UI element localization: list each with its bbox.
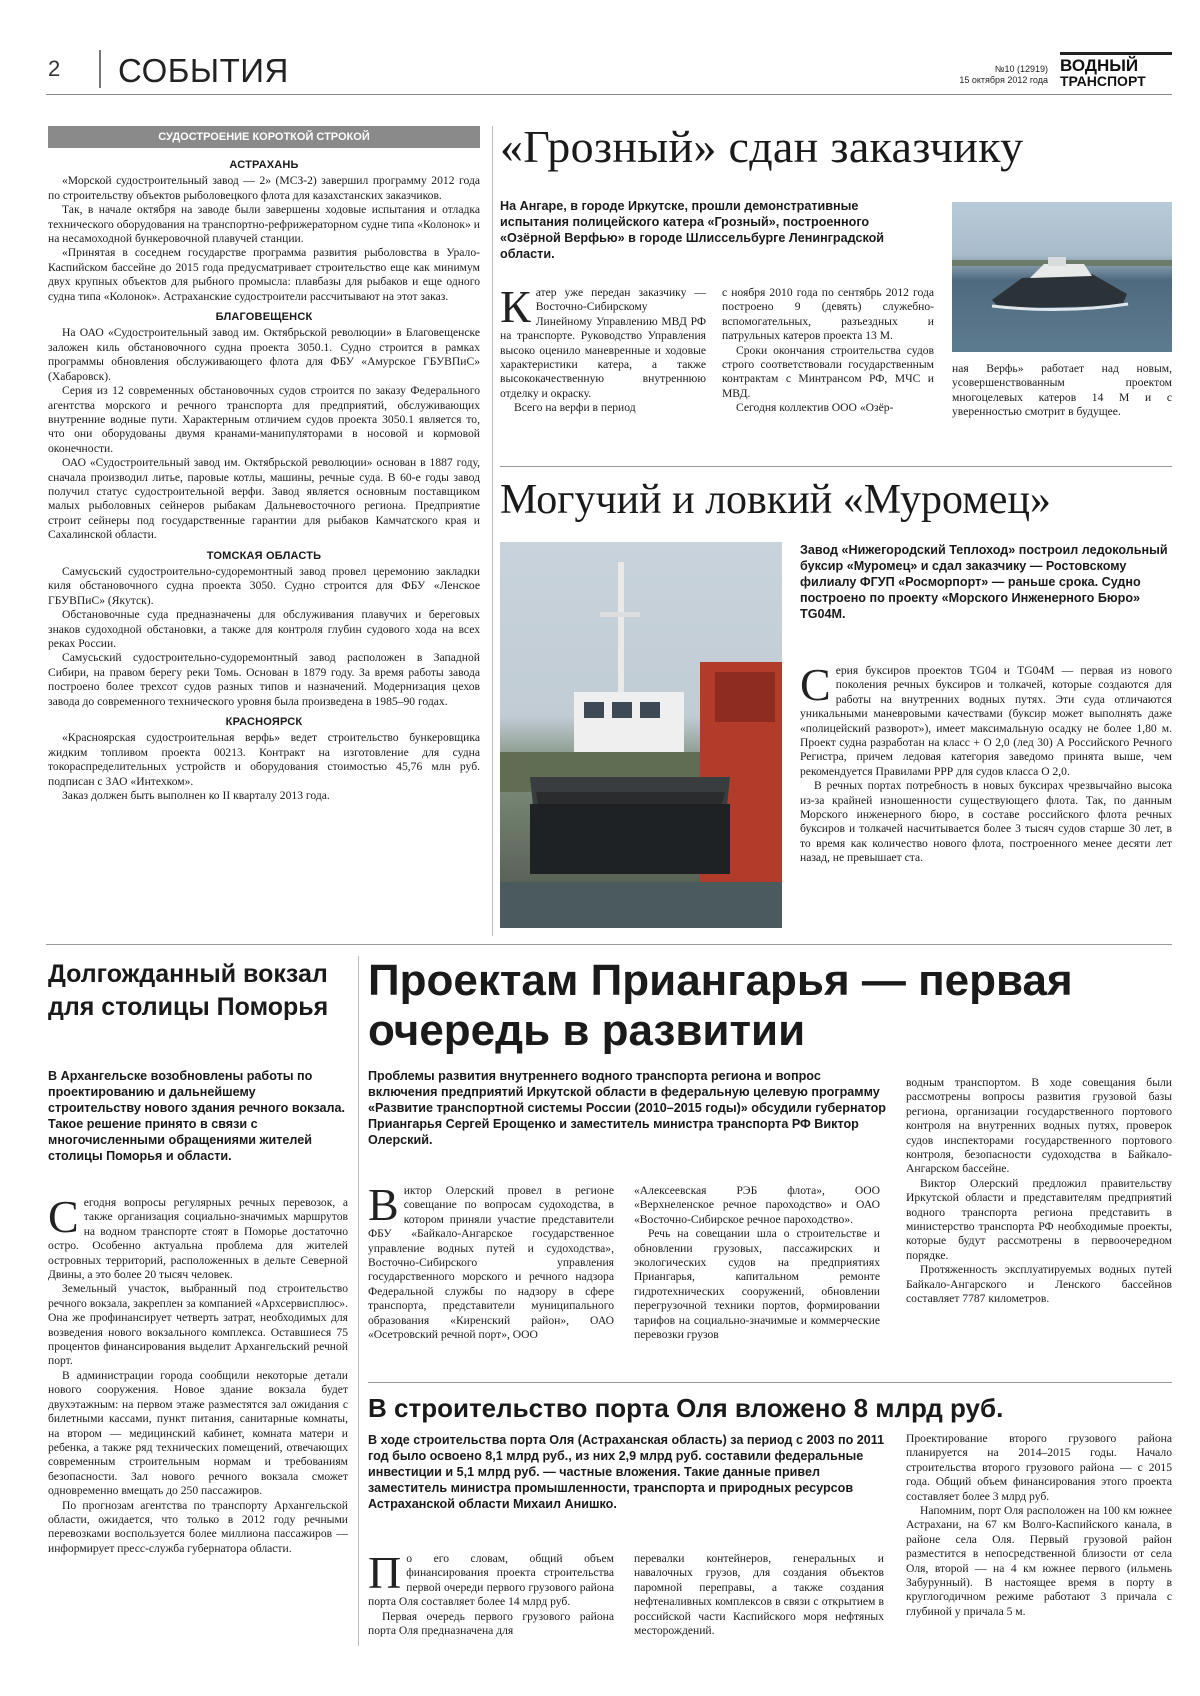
muromets-body xyxy=(800,659,1172,866)
column-divider xyxy=(358,956,359,1646)
article-paragraph: Всего на верфи в период xyxy=(514,401,636,415)
priangarye-title: Проектам Приангарья — первая очередь в развитии xyxy=(368,956,1073,1055)
article-paragraph: Сегодня коллектив ООО «Озёр- xyxy=(736,401,894,415)
news-paragraph: Обстановочные суда предназначены для обслуживания плавучих и береговых знаков судоходной обстановки, а также для контроля глубин судового хода на всех реках России. xyxy=(48,608,480,650)
news-paragraph: «Принятая в соседнем государстве программа развития рыболовства в Урало-Каспийском бассейне до 2015 года предусматривает строительство еще как минимум двух крупных объектов для рыбного промысла: плавбазы для рыбаков и еще одного судна типа «Колонок». Астраханские судостроители рассчитывают на этот заказ. xyxy=(48,246,480,303)
newspaper-logo xyxy=(1060,52,1172,88)
priangarye-lead: Проблемы развития внутреннего водного транспорта региона и вопрос включения предприятий Иркутской области в федеральную целевую программу «Развитие транспортной системы России (2010–2015 годы)» обсудили губернатор Приангарья Сергей Ерощенко и заместитель министра транспорта РФ Виктор Олерский. xyxy=(368,1069,886,1147)
article-paragraph: Напомним, порт Оля расположен на 100 км южнее Астрахани, на 67 км Волго-Каспийского канала, в районе села Оля. Первый грузовой район разместится в непосредственной близости от села Оля, второй — на 4 км южнее первого (ильмень Забурунный). В настоящее время в порту в круглогодичном режиме работают 3 причала с глубиной у причала 5 м. xyxy=(906,1504,1172,1618)
station-dropcap: С xyxy=(48,1191,79,1242)
grozny-title: «Грозный» сдан заказчику xyxy=(500,121,1024,172)
muromets-dropcap: С xyxy=(800,659,831,710)
olya-dropcap: П xyxy=(368,1547,402,1598)
article-paragraph: «Алексеевская РЭБ флота», ООО «Верхнеленское речное пароходство» и ОАО «Восточно-Сибирское речное пароходство». xyxy=(634,1184,880,1226)
olya-col3 xyxy=(906,1432,1172,1619)
priangarye-col1 xyxy=(368,1179,614,1342)
station-body xyxy=(48,1191,348,1556)
section-rule xyxy=(368,1382,1172,1383)
news-paragraph: ОАО «Судостроительный завод им. Октябрьской революции» основан в 1887 году, сначала производил литье, паровые котлы, машины, речные суда. В 60-е годы завод получил статус судостроительной верфи. Завод является основным поставщиком малых рыболовных сейнеров рыбакам Дальневосточного региона. Предприятие строит сейнеры под государственные гарантии для рыбаков Камчатского края и Сахалинской области. xyxy=(48,456,480,542)
shipbuilding-banner xyxy=(48,126,480,148)
olya-col2 xyxy=(634,1552,884,1638)
grozny-dropcap: К xyxy=(500,281,531,332)
news-paragraph: «Морской судостроительный завод — 2» (МСЗ-2) завершил программу 2012 года по строительству объектов рыболовецкого флота для казахстанских заказчиков. xyxy=(48,174,480,202)
article-paragraph: о его словам, общий объем финансирования проекта строительства первой очереди первого грузового района порта Оля составляет более 14 млрд руб. xyxy=(368,1552,614,1609)
grozny-col1 xyxy=(500,281,706,416)
priangarye-col3 xyxy=(906,1076,1172,1307)
olya-lead: В ходе строительства порта Оля (Астраханская область) за период с 2003 по 2011 год было освоено 8,1 млрд руб., из них 2,9 млрд руб. составили федеральные инвестиции и 5,1 млрд руб. — частные вложения. Такие данные привел заместитель министра промышленности, транспорта и природных ресурсов Астраханской области Михаил Анишко. xyxy=(368,1433,885,1511)
grozny-lead: На Ангаре, в городе Иркутске, прошли демонстративные испытания полицейского катера «Грозный», построенного «Озёрной Верфью» в городе Шлиссельбурге Ленинградской области. xyxy=(500,199,885,261)
column-divider xyxy=(492,126,493,936)
shipbuilding-banner-text: СУДОСТРОЕНИЕ КОРОТКОЙ СТРОКОЙ xyxy=(158,131,370,143)
region-heading: ТОМСКАЯ ОБЛАСТЬ xyxy=(206,549,322,562)
section-title: СОБЫТИЯ xyxy=(118,52,289,89)
article-paragraph: ерия буксиров проектов TG04 и TG04M — первая из нового поколения речных буксиров и толкачей, которые создаются для работы на внутренних водных путях. Эти суда отличаются уникальными маневровыми качествами (буксир может выполнять даже «полицейский разворот»), имеет максимальную осадку не более 1,80 м. Проект судна разработан на класс + О 2,0 (лед 30) А Российского Речного Регистра, причем ледовая категория заведомо принята выше, чем рекомендуется Правилами РРР для судов класса О 2,0. xyxy=(800,664,1172,778)
article-paragraph: водным транспортом. В ходе совещания были рассмотрены вопросы развития грузовой базы региона, организации государственного портового контроля на внутренних водных путях, проверок судов инспекторами государственного портового контроля, безопасности судоходства в Байкало-Ангарском бассейне. xyxy=(906,1076,1172,1176)
article-paragraph: с ноября 2010 года по сентябрь 2012 года построено 9 (девять) служебно-вспомогательных, разъездных и патрульных катеров проекта 13 М. xyxy=(722,286,934,343)
article-paragraph: Речь на совещании шла о строительстве и обновлении грузовых, пассажирских и экологических судов на предприятиях Приангарья, капитальном ремонте гидротехнических сооружений, обновлении перегрузочной техники портов, формировании тарифов на социально-значимые и коммерческие перевозки грузов xyxy=(634,1227,880,1342)
muromets-title: Могучий и ловкий «Муромец» xyxy=(500,477,1051,523)
section-rule xyxy=(46,944,1172,945)
article-paragraph: перевалки контейнеров, генеральных и навалочных грузов, для создания объектов паромной переправы, а также создания нефтеналивных комплексов в связи с открытием в российской части Каспийского моря нефтяных месторождений. xyxy=(634,1552,884,1638)
article-paragraph: В речных портах потребность в новых буксирах чрезвычайно высока из-за крайней изношенности существующего флота. Так, по данным Морского инженерного бюро, в составе российского флота речных буксиров и толкачей насчитывается более 3 тысяч судов старше 30 лет, в то время как количество нового флота, построенного менее десяти лет назад, не превышает ста. xyxy=(800,779,1172,865)
article-paragraph: В администрации города сообщили некоторые детали нового сооружения. Новое здание вокзала будет двухэтажным: на первом этаже разместятся зал ожидания с билетными кассами, пункт питания, санитарные комнаты, на втором — медицинский кабинет, комната матери и ребенка, а также ряд технических помещений, отвечающих современным строительным нормам и требованиям безопасности. Зал нового речного вокзала сможет одновременно вмещать до 250 пассажиров. xyxy=(48,1368,348,1498)
article-paragraph: Протяженность эксплуатируемых водных путей Байкало-Ангарского и Ленского бассейнов составляет 7787 километров. xyxy=(906,1263,1172,1306)
article-paragraph: иктор Олерский провел в регионе совещание по вопросам судоходства, в котором приняли участие представители ФБУ «Байкало-Ангарское государственное управление водных путей и судоходства», Восточно-Сибирского управления государственного морского и речного надзора Федеральной службы по надзору в сфере транспорта, представители муниципального образования «Киренский район», ОАО «Осетровский речной порт», ООО xyxy=(368,1184,614,1342)
page-number: 2 xyxy=(48,56,61,81)
region-heading: БЛАГОВЕЩЕНСК xyxy=(215,311,313,324)
news-paragraph: На ОАО «Судостроительный завод им. Октябрьской революции» в Благовещенске заложен киль обстановочного судна проекта 3050.1. Судно строится в рамках программы обновления обслуживающего флота для ФБУ «Амурское ГБУВПиС» (Хабаровск). xyxy=(48,326,480,383)
news-paragraph: Так, в начале октября на заводе были завершены ходовые испытания и отладка технического оборудования на транспортно-рефрижераторном судне типа «Колонок» и на несамоходной бункеровочной плавучей станции. xyxy=(48,203,480,246)
grozny-col2 xyxy=(722,286,934,416)
tug-picture xyxy=(500,542,782,928)
issue-date: 15 октября 2012 года xyxy=(959,75,1048,85)
header-rule xyxy=(46,94,1172,95)
region-heading: АСТРАХАНЬ xyxy=(229,159,299,171)
grozny-col3 xyxy=(952,362,1172,420)
region-heading: КРАСНОЯРСК xyxy=(225,716,303,729)
priangarye-dropcap: В xyxy=(368,1179,399,1230)
article-paragraph: Проектирование второго грузового района планируется на 2014–2015 годы. Начало строительства второго грузового района — с 2015 года. Общий объем финансирования этого проекта составляет более 3 млрд руб. xyxy=(906,1432,1172,1503)
news-paragraph: Заказ должен быть выполнен ко II кварталу 2013 года. xyxy=(62,789,330,803)
station-title: Долгожданный вокзал для столицы Поморья xyxy=(48,960,329,1021)
shipbuilding-column xyxy=(48,152,480,803)
article-paragraph: ная Верфь» работает над новым, усовершенствованным проектом многоцелевых катеров 14 М и с уверенностью смотрит в будущее. xyxy=(952,362,1172,419)
article-paragraph: атер уже передан заказчику — Восточно-Сибирскому Линейному Управлению МВД РФ на транспорте. Руководство Управления высоко оценило маневренные и ходовые характеристики катера, а также высококачественную внутреннюю отделку и окраску. xyxy=(500,286,706,400)
logo-bottom: ТРАНСПОРТ xyxy=(1060,73,1146,89)
news-paragraph: Самусьский судостроительно-судоремонтный завод провел церемонию закладки киля обстановочного судна проекта 3050. Судно строится для ФБУ «Ленское ГБУВПиС» (Якутск). xyxy=(48,564,480,607)
article-paragraph: Виктор Олерский предложил правительству Иркутской области и представителям предприятий водного транспорта региона представить в министерство транспорта РФ необходимые проекты, которые будут рассмотрены в первоочередном порядке. xyxy=(906,1176,1172,1262)
section-rule xyxy=(500,466,1172,467)
boat-picture xyxy=(952,202,1172,352)
priangarye-col2 xyxy=(634,1184,880,1342)
article-paragraph: По прогнозам агентства по транспорту Архангельской области, ожидается, что только в 2012 году речными перевозками воспользуется более миллиона пассажиров — информирует пресс-служба губернатора области. xyxy=(48,1498,348,1555)
olya-title: В строительство порта Оля вложено 8 млрд руб. xyxy=(368,1393,1004,1423)
muromets-lead: Завод «Нижегородский Теплоход» построил ледокольный буксир «Муромец» и сдал заказчику — Ростовскому филиалу ФГУП «Росморпорт» — раньше срока. Судно построено по проекту «Морского Инженерного Бюро» TG04M. xyxy=(800,543,1168,621)
article-paragraph: Первая очередь первого грузового района порта Оля предназначена для xyxy=(368,1609,614,1638)
olya-col1 xyxy=(368,1547,614,1638)
article-paragraph: егодня вопросы регулярных речных перевозок, а также организация социально-значимых маршрутов на водном транспорте стоят в Поморье достаточно остро. Особенно актуальна проблема для жителей островных территорий, расположенных в дельте Северной Двины, а это более 20 тысяч человек. xyxy=(48,1196,348,1282)
muromets-photo xyxy=(500,542,782,928)
station-lead: В Архангельске возобновлены работы по проектированию и дальнейшему строительству нового здания речного вокзала. Такое решение принято в связи с многочисленными обращениями жителей столицы Поморья и области. xyxy=(48,1069,346,1163)
news-paragraph: Серия из 12 современных обстановочных судов строится по заказу Федерального агентства морского и речного транспорта для предприятий, обслуживающих внутренние водные пути. Характерным отличием судов проекта 3050.1 является то, что они оборудованы двумя кранами-манипуляторами в носовой и кормовой оконечности. xyxy=(48,384,480,455)
issue-number: №10 (12919) xyxy=(994,64,1048,74)
article-paragraph: Сроки окончания строительства судов строго соответствовали государственным контрактам с Минтрансом РФ, МЧС и МВД. xyxy=(722,343,934,400)
news-paragraph: «Красноярская судостроительная верфь» ведет строительство бункеровщика жидким топливом проекта 00213. Контракт на изготовление для судна токораспределительных устройств и оборудования стоимостью 45,76 млн руб. подписан с ЗАО «Интехком». xyxy=(48,731,480,788)
header-divider xyxy=(99,50,101,88)
article-paragraph: Земельный участок, выбранный под строительство речного вокзала, закреплен за компанией «Архсервисплюс». Она же профинансирует четверть затрат, необходимых для возведения нового вокзального комплекса. Оставшиеся 75 процентов финансирования выделит Архангельский речной порт. xyxy=(48,1282,348,1368)
news-paragraph: Самусьский судостроительно-судоремонтный завод расположен в Западной Сибири, на правом берегу реки Томь. Основан в 1879 году. За время работы завода построено более трехсот судов разных типов и назначений. Модернизация цехов завода до современного технического уровня была произведена в 1985–90 годах. xyxy=(48,651,480,708)
logo-top: ВОДНЫЙ xyxy=(1060,56,1139,75)
grozny-photo xyxy=(952,202,1172,352)
